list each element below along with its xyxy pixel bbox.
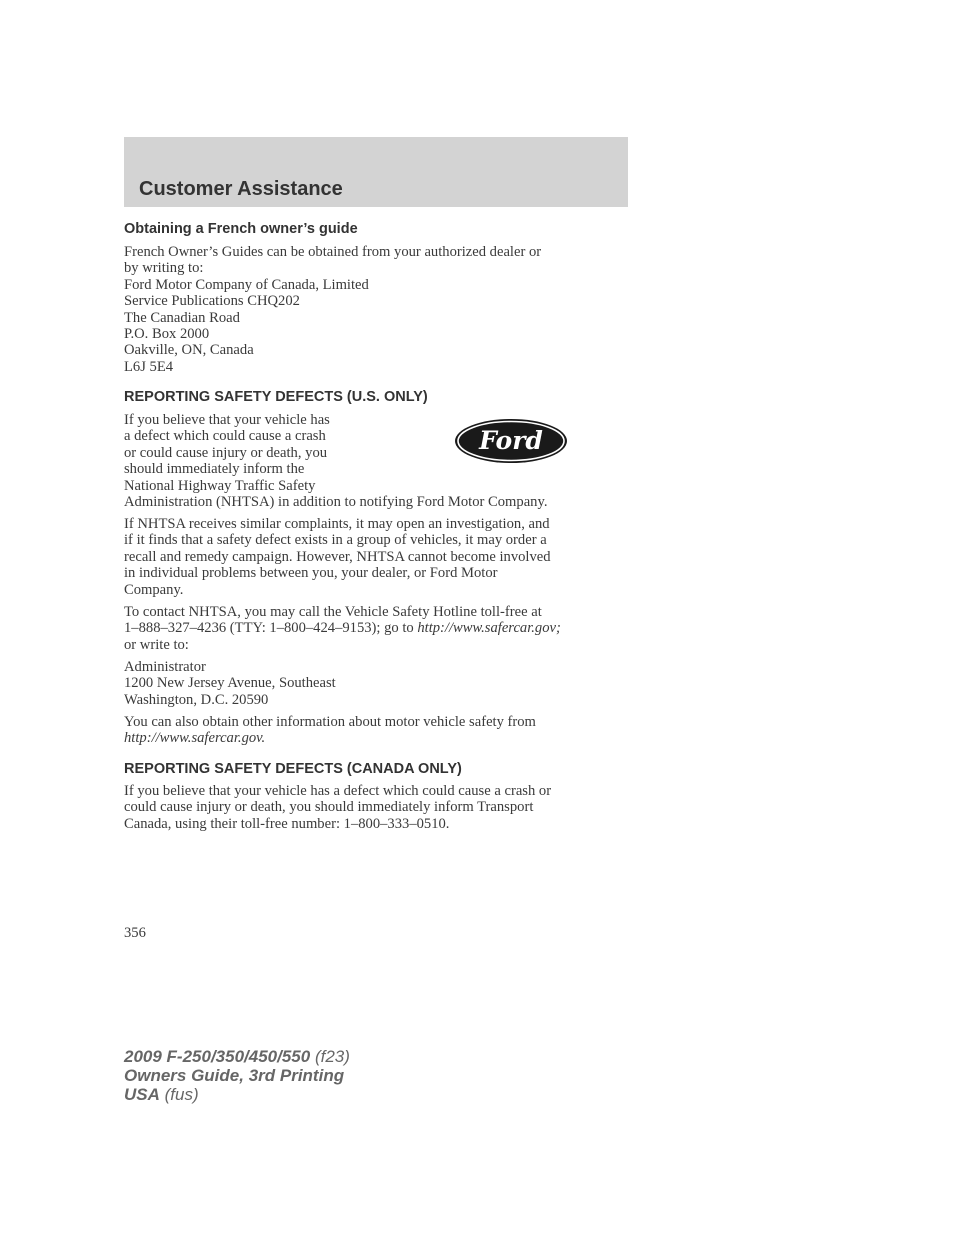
us-investigation-line: if it finds that a safety defect exists in a group of vehicles, it may order a: [124, 532, 547, 549]
us-investigation-body: [124, 516, 634, 598]
footer-market-code: (fus): [159, 1085, 199, 1104]
us-investigation-line: in individual problems between you, your dealer, or Ford Motor: [124, 565, 498, 582]
footer-market: USA: [124, 1085, 160, 1104]
ford-logo-text: Ford: [479, 426, 543, 455]
us-contact-line: To contact NHTSA, you may call the Vehicle Safety Hotline toll-free at: [124, 604, 542, 620]
canada-line: If you believe that your vehicle has a defect which could cause a crash or: [124, 783, 552, 799]
us-intro-line: If you believe that your vehicle has: [124, 412, 330, 428]
footer-line: [124, 1066, 350, 1085]
footer-line: [124, 1085, 350, 1104]
canada-line: could cause injury or death, you should immediately inform Transport: [124, 799, 534, 816]
us-investigation-line: recall and remedy campaign. However, NHTSA cannot become involved: [124, 548, 551, 565]
french-guide-line: French Owner’s Guides can be obtained from your authorized dealer or: [124, 244, 542, 260]
more-info-line: You can also obtain other information about motor vehicle safety from: [124, 714, 536, 730]
footer-model: 2009 F-250/350/450/550: [124, 1047, 311, 1066]
us-contact-phone-text: 1–888–327–4236 (TTY: 1–800–424–9153); go to: [124, 620, 418, 637]
nhtsa-address: [124, 659, 634, 708]
address-line: 1200 New Jersey Avenue, Southeast: [124, 675, 336, 692]
french-guide-line: P.O. Box 2000: [124, 326, 210, 343]
address-line: Washington, D.C. 20590: [124, 691, 269, 708]
page-number: 356: [124, 925, 146, 941]
canada-line: Canada, using their toll-free number: 1–800–333–0510.: [124, 815, 450, 832]
french-guide-heading: Obtaining a French owner’s guide: [124, 221, 358, 237]
us-investigation-line: Company.: [124, 581, 184, 598]
french-guide-line: Oakville, ON, Canada: [124, 342, 254, 359]
french-guide-line: Service Publications CHQ202: [124, 293, 300, 310]
us-contact-line: [124, 620, 634, 636]
safercar-link[interactable]: http://www.safercar.gov;: [417, 620, 561, 637]
us-defects-heading: REPORTING SAFETY DEFECTS (U.S. ONLY): [124, 389, 428, 405]
us-intro-line: National Highway Traffic Safety: [124, 477, 316, 494]
footer-printing: Owners Guide, 3rd Printing: [124, 1066, 345, 1085]
french-guide-line: The Canadian Road: [124, 309, 240, 326]
document-footer: [124, 1047, 350, 1104]
section-title: Customer Assistance: [139, 178, 343, 200]
address-line: Administrator: [124, 659, 206, 675]
french-guide-line: Ford Motor Company of Canada, Limited: [124, 276, 369, 293]
french-guide-line: by writing to:: [124, 260, 204, 277]
us-intro-line: should immediately inform the: [124, 461, 305, 478]
us-contact-body: [124, 604, 634, 653]
safercar-link-2[interactable]: http://www.safercar.gov.: [124, 730, 266, 747]
french-guide-body: [124, 244, 634, 375]
us-more-info: [124, 714, 634, 747]
us-intro-line: a defect which could cause a crash: [124, 428, 326, 445]
french-guide-line: L6J 5E4: [124, 358, 174, 375]
footer-line: [124, 1047, 350, 1066]
us-intro-line: Administration (NHTSA) in addition to notifying Ford Motor Company.: [124, 494, 548, 511]
us-investigation-line: If NHTSA receives similar complaints, it may open an investigation, and: [124, 516, 550, 532]
footer-model-code: (f23): [310, 1047, 350, 1066]
canada-defects-heading: REPORTING SAFETY DEFECTS (CANADA ONLY): [124, 761, 462, 777]
ford-logo: [454, 418, 568, 464]
us-contact-line: or write to:: [124, 636, 189, 653]
canada-defects-body: [124, 783, 634, 832]
us-intro-line: or could cause injury or death, you: [124, 444, 328, 461]
